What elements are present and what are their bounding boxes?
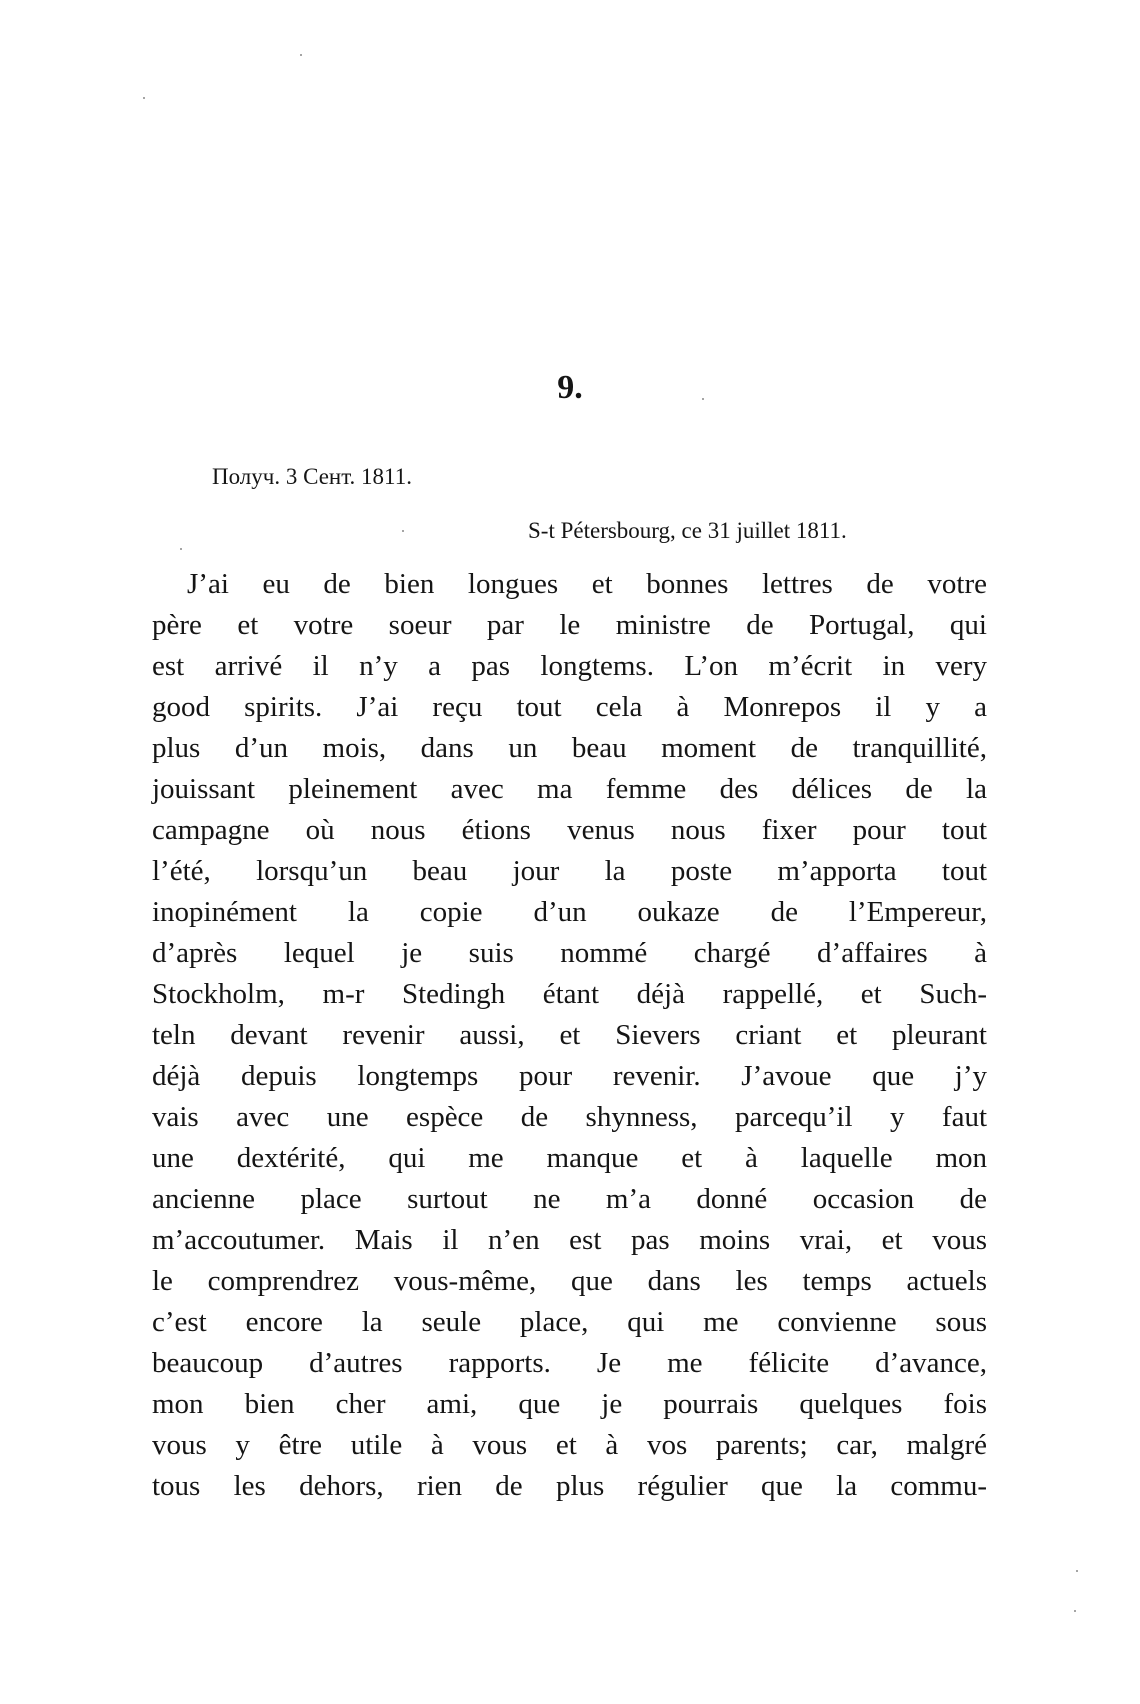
- text-line: teln devant revenir aussi, et Sievers criant et pleurant: [152, 1019, 987, 1051]
- text-line: inopinément la copie d’un oukaze de l’Empereur,: [152, 896, 987, 928]
- scan-speck: [1076, 1570, 1078, 1572]
- text-line: plus d’un mois, dans un beau moment de tranquillité,: [152, 732, 987, 764]
- text-line: est arrivé il n’y a pas longtems. L’on m’écrit in very: [152, 650, 987, 682]
- text-line: m’accoutumer. Mais il n’en est pas moins vrai, et vous: [152, 1224, 987, 1256]
- scan-speck: [402, 530, 404, 532]
- scan-speck: [702, 398, 704, 400]
- text-line: campagne où nous étions venus nous fixer pour tout: [152, 814, 987, 846]
- scan-speck: [143, 97, 145, 99]
- text-line: vais avec une espèce de shynness, parcequ’il y faut: [152, 1101, 987, 1133]
- text-line: c’est encore la seule place, qui me convienne sous: [152, 1306, 987, 1338]
- text-line: Stockholm, m-r Stedingh étant déjà rappellé, et Such-: [152, 978, 987, 1010]
- scan-speck: [180, 548, 182, 550]
- text-line: l’été, lorsqu’un beau jour la poste m’apporta tout: [152, 855, 987, 887]
- text-line: ancienne place surtout ne m’a donné occasion de: [152, 1183, 987, 1215]
- text-line: J’ai eu de bien longues et bonnes lettres de votre: [187, 568, 987, 600]
- received-note: Получ. 3 Сент. 1811.: [212, 464, 412, 489]
- text-line: une dextérité, qui me manque et à laquelle mon: [152, 1142, 987, 1174]
- text-line: good spirits. J’ai reçu tout cela à Monrepos il y a: [152, 691, 987, 723]
- text-line: le comprendrez vous-même, que dans les temps actuels: [152, 1265, 987, 1297]
- dateline: S-t Pétersbourg, ce 31 juillet 1811.: [528, 518, 847, 543]
- text-line: beaucoup d’autres rapports. Je me félicite d’avance,: [152, 1347, 987, 1379]
- scan-speck: [300, 54, 302, 56]
- text-line: mon bien cher ami, que je pourrais quelques fois: [152, 1388, 987, 1420]
- text-line: d’après lequel je suis nommé chargé d’affaires à: [152, 937, 987, 969]
- text-line: vous y être utile à vous et à vos parents; car, malgré: [152, 1429, 987, 1461]
- text-line: tous les dehors, rien de plus régulier que la commu-: [152, 1470, 987, 1502]
- text-line: déjà depuis longtemps pour revenir. J’avoue que j’y: [152, 1060, 987, 1092]
- text-line: jouissant pleinement avec ma femme des délices de la: [152, 773, 987, 805]
- text-line: père et votre soeur par le ministre de Portugal, qui: [152, 609, 987, 641]
- letter-number: 9.: [557, 369, 583, 406]
- scan-speck: [1074, 1610, 1076, 1612]
- letter-body: [152, 564, 987, 1507]
